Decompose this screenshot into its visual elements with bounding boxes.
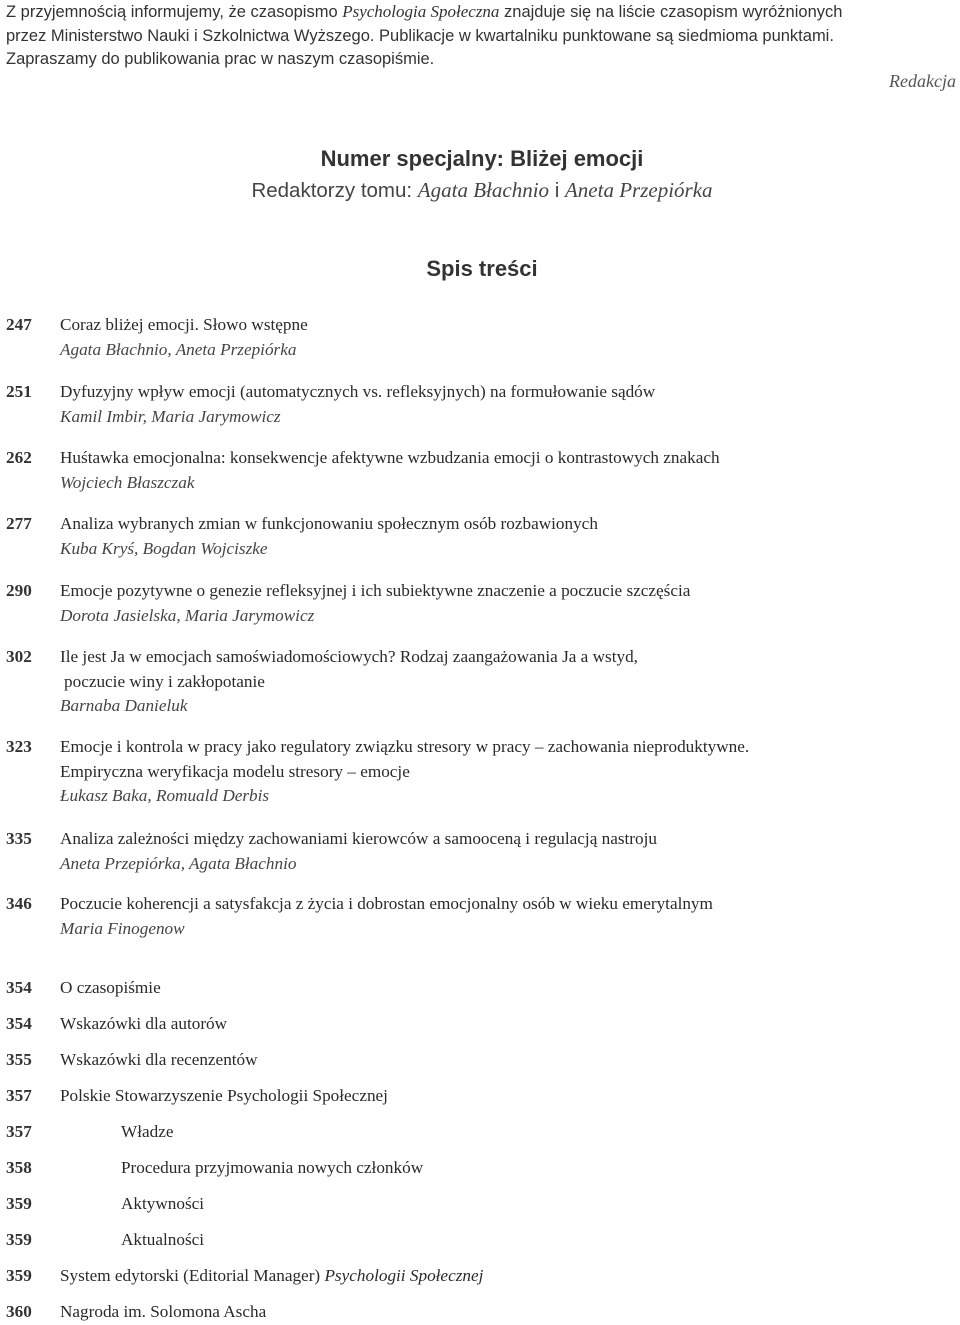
special-issue-title: Numer specjalny: Bliżej emocji — [320, 146, 644, 171]
article-authors: Łukasz Baka, Romuald Derbis — [60, 786, 270, 805]
article-title: Ile jest Ja w emocjach samoświadomościowych? Rodzaj zaangażowania Ja a wstyd, — [60, 647, 638, 666]
page-number: 359 — [6, 1266, 32, 1285]
volume-editors: Redaktorzy tomu: Agata Błachnio i Aneta Przepiórka — [251, 178, 713, 202]
article-title: Coraz bliżej emocji. Słowo wstępne — [60, 315, 308, 334]
page-number: 354 — [6, 978, 32, 997]
article-title: Analiza wybranych zmian w funkcjonowaniu społecznym osób rozbawionych — [60, 514, 598, 533]
page-number: 251 — [6, 382, 32, 401]
toc-heading: Spis treści — [426, 256, 538, 281]
page-number: 346 — [6, 894, 32, 913]
article-title: Emocje i kontrola w pracy jako regulatory związku stresory w pracy – zachowania nieproduktywne. — [60, 737, 750, 756]
section-title: Nagroda im. Solomona Ascha — [60, 1302, 267, 1321]
editorial-signature: Redakcja — [889, 71, 956, 91]
page-number: 247 — [6, 315, 32, 334]
article-title: Emocje pozytywne o genezie refleksyjnej i ich subiektywne znaczenie a poczucie szczęścia — [60, 581, 691, 600]
section-title: Wskazówki dla recenzentów — [60, 1050, 258, 1069]
article-title-continued: poczucie winy i zakłopotanie — [64, 671, 265, 691]
article-title: Dyfuzyjny wpływ emocji (automatycznych vs. refleksyjnych) na formułowanie sądów — [60, 382, 656, 401]
section-title: Polskie Stowarzyszenie Psychologii Społecznej — [60, 1086, 388, 1105]
page-number: 277 — [6, 514, 32, 533]
section-title: Wskazówki dla autorów — [60, 1014, 228, 1033]
page-number: 323 — [6, 737, 32, 756]
article-authors: Kamil Imbir, Maria Jarymowicz — [60, 406, 281, 426]
page-number: 357 — [6, 1122, 32, 1141]
article-authors: Wojciech Błaszczak — [60, 472, 195, 492]
intro-paragraph — [6, 0, 958, 72]
page-number: 302 — [6, 647, 32, 666]
page-number: 290 — [6, 581, 32, 600]
intro-line-1: Z przyjemnością informujemy, że czasopismo Psychologia Społeczna znajduje się na liście czasopism wyróżnionych — [6, 2, 843, 21]
section-title: O czasopiśmie — [60, 978, 161, 997]
page-number: 262 — [6, 448, 32, 467]
article-authors: Barnaba Danieluk — [60, 696, 188, 715]
page-number: 359 — [6, 1230, 32, 1249]
page-number: 355 — [6, 1050, 32, 1069]
article-authors: Maria Finogenow — [60, 918, 185, 938]
page-number: 359 — [6, 1194, 32, 1213]
journal-name: Psychologii Społecznej — [324, 1266, 484, 1285]
subsection-title: Procedura przyjmowania nowych członków — [121, 1158, 424, 1177]
section-title: System edytorski (Editorial Manager) Psychologii Społecznej — [60, 1266, 484, 1285]
article-title: Poczucie koherencji a satysfakcja z życia i dobrostan emocjonalny osób w wieku emerytalnym — [60, 894, 713, 913]
intro-line-3: Zapraszamy do publikowania prac w naszym czasopiśmie. — [6, 50, 435, 68]
article-authors: Dorota Jasielska, Maria Jarymowicz — [60, 605, 315, 625]
journal-name: Psychologia Społeczna — [342, 2, 500, 21]
page-number: 360 — [6, 1302, 32, 1321]
editor-name: Aneta Przepiórka — [564, 178, 713, 202]
intro-line-2: przez Ministerstwo Nauki i Szkolnictwa Wyższego. Publikacje w kwartalniku punktowane są siedmioma punktami. — [6, 26, 834, 45]
article-title-continued: Empiryczna weryfikacja modelu stresory – emocje — [60, 761, 410, 781]
article-title: Huśtawka emocjonalna: konsekwencje afektywne wzbudzania emocji o kontrastowych znakach — [60, 448, 720, 467]
subsection-title: Aktywności — [121, 1194, 205, 1213]
page-number: 358 — [6, 1158, 32, 1177]
subsection-title: Władze — [121, 1122, 174, 1141]
article-authors: Agata Błachnio, Aneta Przepiórka — [60, 339, 297, 359]
article-authors: Kuba Kryś, Bogdan Wojciszke — [60, 538, 268, 558]
page-number: 354 — [6, 1014, 32, 1033]
article-authors: Aneta Przepiórka, Agata Błachnio — [60, 853, 297, 873]
article-title: Analiza zależności między zachowaniami kierowców a samooceną i regulacją nastroju — [60, 829, 657, 848]
page-number: 335 — [6, 829, 32, 848]
editor-name: Agata Błachnio — [417, 178, 550, 202]
page-number: 357 — [6, 1086, 32, 1105]
subsection-title: Aktualności — [121, 1230, 205, 1249]
